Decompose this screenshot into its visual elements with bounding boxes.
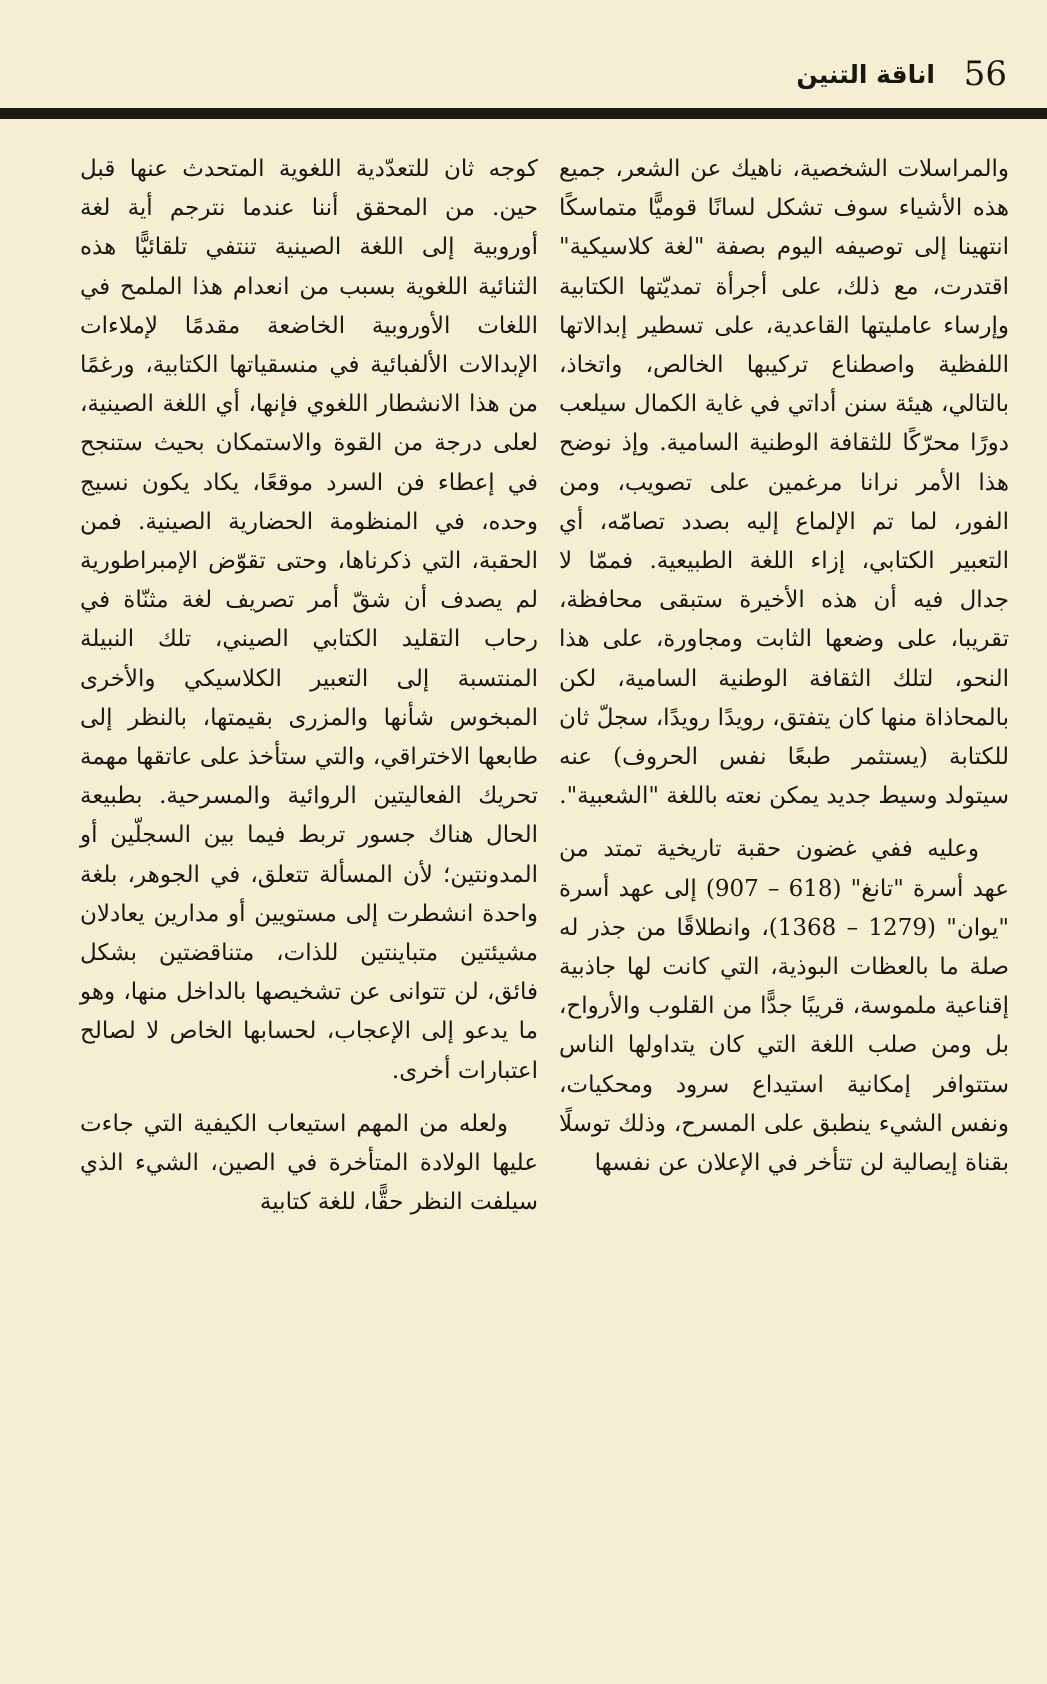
page-header bbox=[70, 50, 1007, 98]
header-rule bbox=[0, 108, 1047, 119]
paragraph: كوجه ثان للتعدّدية اللغوية المتحدث عنها قبل حين. من المحقق أننا عندما نترجم أية لغة أوروبية إلى اللغة الصينية تنتفي تلقائيًّا هذه الثنائية اللغوية بسبب من انعدام هذا الملمح في اللغات الأوروبية الخاضعة مقدمًا لإملاءات الإبدالات الألفبائية في منسقياتها الكتابية، ورغمًا من هذا الانشطار اللغوي فإنها، أي اللغة الصينية، لعلى درجة من القوة والاستمكان بحيث ستنجح في إعطاء فن السرد موقعًا، يكاد يكون نسيج وحده، في المنظومة الحضارية الصينية. فمن الحقبة، التي ذكرناها، وحتى تقوّض الإمبراطورية لم يصدف أن شقّ أمر تصريف لغة مثنّاة في رحاب التقليد الكتابي الصيني، تلك النبيلة المنتسبة إلى التعبير الكلاسيكي والأخرى المبخوس شأنها والمزرى بقيمتها، بالنظر إلى طابعها الاختراقي، والتي ستأخذ على عاتقها مهمة تحريك الفعاليتين الروائية والمسرحية. بطبيعة الحال هناك جسور تربط فيما بين السجلّين أو المدونتين؛ لأن المسألة تتعلق، في الجوهر، بلغة واحدة انشطرت إلى مستويين أو مدارين يعادلان مشيئتين متباينتين للذات، متناقضتين بشكل فائق، لن تتوانى عن تشخيصها بالداخل منها، وهو ما يدعو إلى الإعجاب، لحسابها الخاص لا لصالح اعتبارات أخرى. bbox=[80, 156, 538, 1084]
paragraph: والمراسلات الشخصية، ناهيك عن الشعر، جميع هذه الأشياء سوف تشكل لسانًا قوميًّا متماسكًا انتهينا إلى توصيفه اليوم بصفة "لغة كلاسيكية" اقتدرت، مع ذلك، على أجرأة تمديّتها الكتابية وإرساء عامليتها القاعدية، على تسطير إبدالاتها اللفظية واصطناع تركيبها الخالص، واتخاذ، بالتالي، هيئة سنن أداتي في غاية الكمال سيلعب دورًا محرّكًا للثقافة الوطنية السامية. وإذ نوضح هذا الأمر نرانا مرغمين على تصويب، ومن الفور، لما تم الإلماع إليه بصدد تصامّه، أي التعبير الكتابي، إزاء اللغة الطبيعية. فممّا لا جدال فيه أن هذه الأخيرة ستبقى محافظة، تقريبا، على وضعها الثابت ومجاورة، على هذا النحو، لتلك الثقافة الوطنية السامية، لكن بالمحاذاة منها كان يتفتق، رويدًا رويدًا، سجلّ ثان للكتابة (يستثمر طبعًا نفس الحروف) عنه سيتولد وسيط جديد يمكن نعته باللغة "الشعبية". bbox=[559, 156, 1009, 810]
paragraph: وعليه ففي غضون حقبة تاريخية تمتد من عهد أسرة "تانغ" (618 – 907) إلى عهد أسرة "يوان" (1279 – 1368)، وانطلاقًا من جذر له صلة ما بالعظات البوذية، التي كانت لها جاذبية إقناعية ملموسة، قريبًا جدًّا من القلوب والأرواح، بل ومن صلب اللغة التي كان يتداولها الناس ستتوافر إمكانية استيداع سرود ومحكيات، ونفس الشيء ينطبق على المسرح، وذلك توسلًا بقناة إيصالية لن تتأخر في الإعلان عن نفسها bbox=[559, 836, 1010, 1177]
left-column bbox=[80, 150, 538, 1222]
running-title: اناقة التنين bbox=[796, 60, 935, 89]
right-column bbox=[559, 150, 1009, 1183]
paragraph: ولعله من المهم استيعاب الكيفية التي جاءت عليها الولادة المتأخرة في الصين، الشيء الذي سيلفت النظر حقًّا، للغة كتابية bbox=[80, 1110, 538, 1216]
page-number: 56 bbox=[963, 54, 1007, 94]
